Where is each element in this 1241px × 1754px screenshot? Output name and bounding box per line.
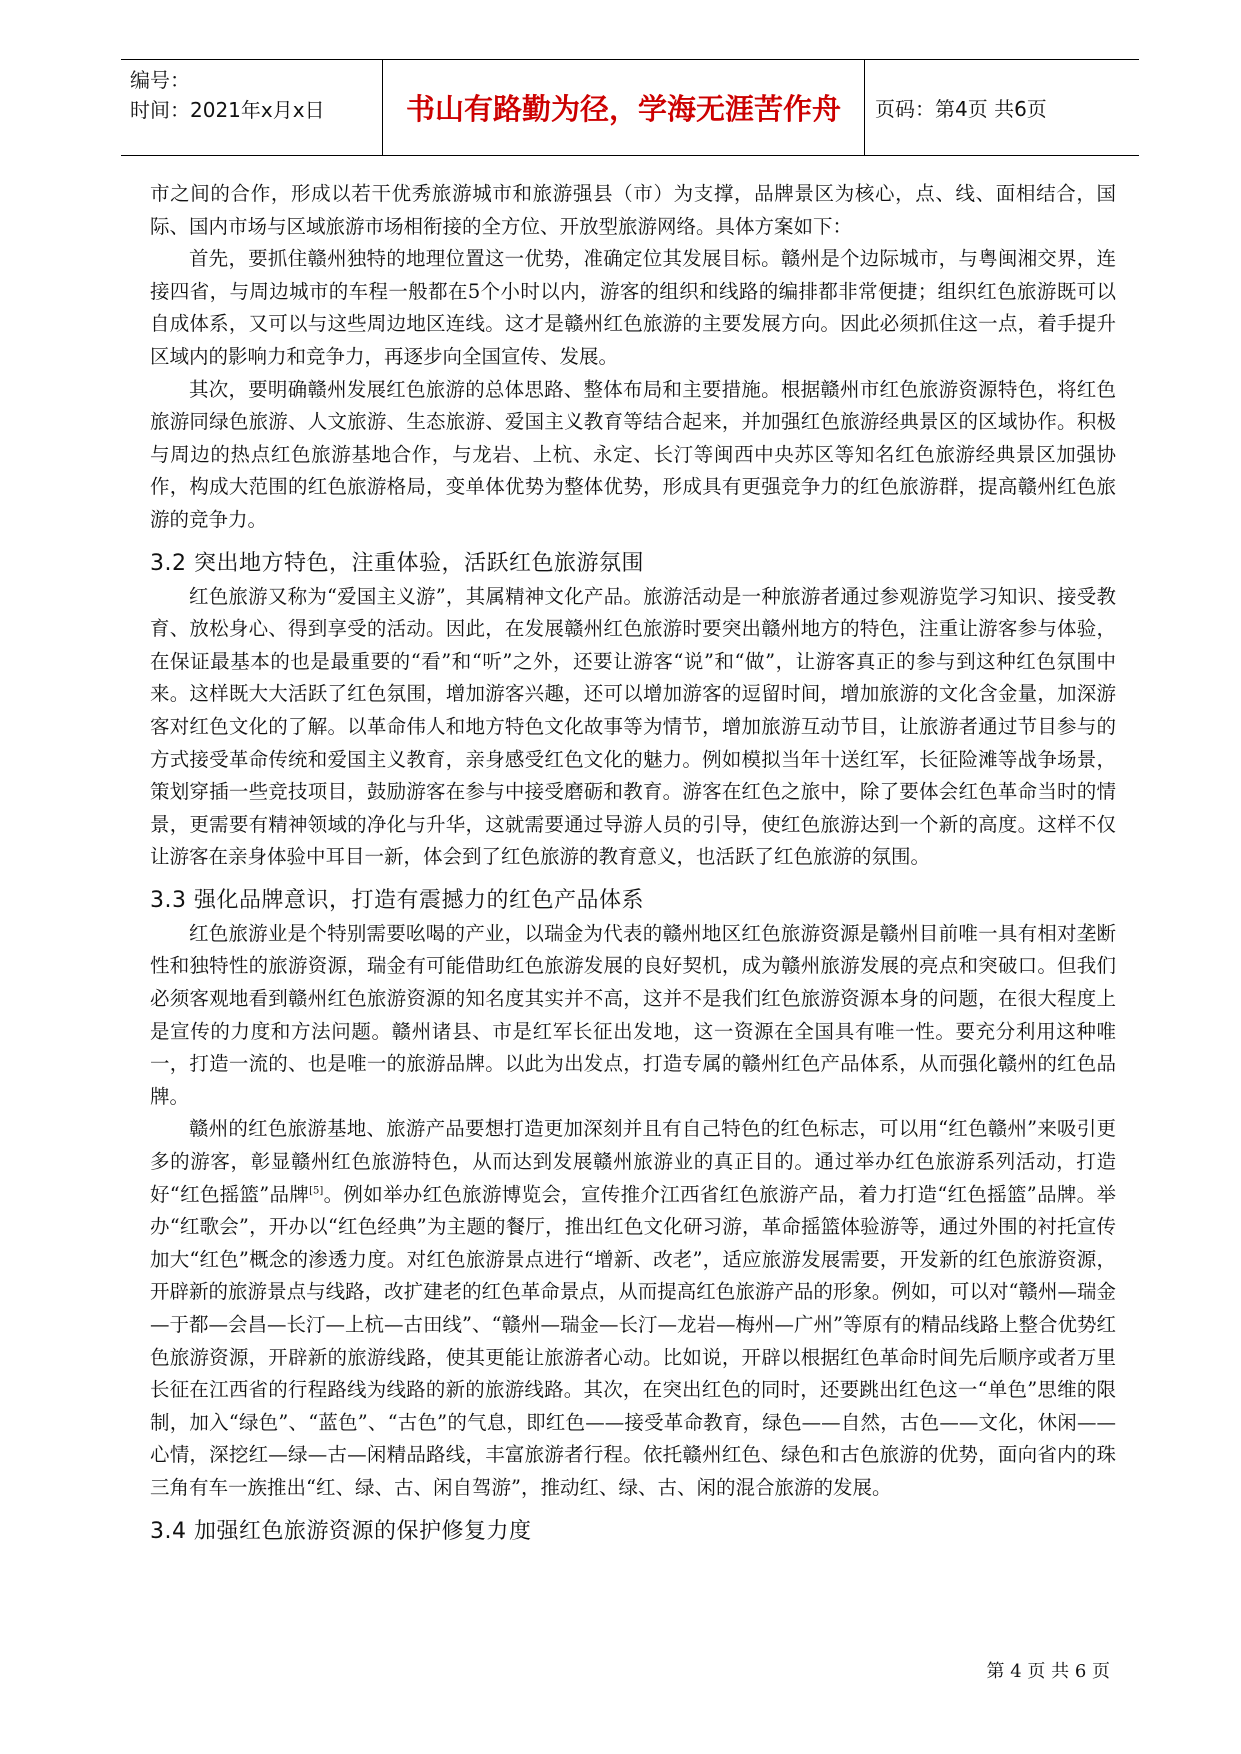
body-paragraph: 其次，要明确赣州发展红色旅游的总体思路、整体布局和主要措施。根据赣州市红色旅游资源特色，将红色旅游同绿色旅游、人文旅游、生态旅游、爱国主义教育等结合起来，并加强红色旅游经典景区的区域协作。积极与周边的热点红色旅游基地合作，与龙岩、上杭、永定、长汀等闽西中央苏区等知名红色旅游经典景区加强协作，构成大范围的红色旅游格局，变单体优势为整体优势，形成具有更强竞争力的红色旅游群，提高赣州红色旅游的竞争力。 (150, 377, 1116, 531)
paragraph-text: 赣州的红色旅游基地、旅游产品要想打造更加深刻并且有自己特色的红色标志，可以用“红色赣州”来吸引更多的游客，彰显赣州红色旅游特色，从而达到发展赣州旅游业的真正目的。通过举办红色旅游系列活动，打造好“红色摇篮”品牌 (150, 1117, 1116, 1206)
header-page-label: 页码：第4页 共6页 (875, 97, 1047, 121)
body-paragraph: 首先，要抓住赣州独特的地理位置这一优势，准确定位其发展目标。赣州是个边际城市，与粤闽湘交界，连接四省，与周边城市的车程一般都在5个小时以内，游客的组织和线路的编排都非常便捷；组织红色旅游既可以自成体系，又可以与这些周边地区连线。这才是赣州红色旅游的主要发展方向。因此必须抓住这一点，着手提升区域内的影响力和竞争力，再逐步向全国宣传、发展。 (150, 247, 1116, 368)
header-motto: 书山有路勤为径，学海无涯苦作舟 (383, 60, 865, 155)
citation-reference: [5] (309, 1185, 324, 1197)
section-heading-3-2: 3.2 突出地方特色，注重体验，活跃红色旅游氛围 (150, 550, 644, 576)
page-header (121, 59, 1139, 156)
body-paragraph: 红色旅游又称为“爱国主义游”，其属精神文化产品。旅游活动是一种旅游者通过参观游览学习知识、接受教育、放松身心、得到享受的活动。因此，在发展赣州红色旅游时要突出赣州地方的特色，注重让游客参与体验，在保证最基本的也是最重要的“看”和“听”之外，还要让游客“说”和“做”，让游客真正的参与到这种红色氛围中来。这样既大大活跃了红色氛围，增加游客兴趣，还可以增加游客的逗留时间，增加旅游的文化含金量，加深游客对红色文化的了解。以革命伟人和地方特色文化故事等为情节，增加旅游互动节目，让旅游者通过节目参与的方式接受革命传统和爱国主义教育，亲身感受红色文化的魅力。例如模拟当年十送红军，长征险滩等战争场景，策划穿插一些竞技项目，鼓励游客在参与中接受磨砺和教育。游客在红色之旅中，除了要体会红色革命当时的情景，更需要有精神领域的净化与升华，这就需要通过导游人员的引导，使红色旅游达到一个新的高度。这样不仅让游客在亲身体验中耳目一新，体会到了红色旅游的教育意义，也活跃了红色旅游的氛围。 (150, 584, 1116, 869)
body-paragraph: 红色旅游业是个特别需要吆喝的产业，以瑞金为代表的赣州地区红色旅游资源是赣州目前唯一具有相对垄断性和独特性的旅游资源，瑞金有可能借助红色旅游发展的良好契机，成为赣州旅游发展的亮点和突破口。但我们必须客观地看到赣州红色旅游资源的知名度其实并不高，这并不是我们红色旅游资源本身的问题，在很大程度上是宣传的力度和方法问题。赣州诸县、市是红军长征出发地，这一资源在全国具有唯一性。要充分利用这种唯一，打造一流的、也是唯一的旅游品牌。以此为出发点，打造专属的赣州红色产品体系，从而强化赣州的红色品牌。 (150, 921, 1116, 1108)
header-info-cell (121, 60, 383, 155)
body-paragraph: 市之间的合作，形成以若干优秀旅游城市和旅游强县（市）为支撑，品牌景区为核心，点、线、面相结合，国际、国内市场与区域旅游市场相衔接的全方位、开放型旅游网络。具体方案如下： (150, 182, 1116, 238)
page-footer: 第 4 页 共 6 页 (986, 1661, 1110, 1682)
document-number-label: 编号： (130, 68, 190, 92)
paragraph-text: 。例如举办红色旅游博览会，宣传推介江西省红色旅游产品，着力打造“红色摇篮”品牌。举办“红歌会”，开办以“红色经典”为主题的餐厅，推出红色文化研习游，革命摇篮体验游等，通过外围的衬托宣传加大“红色”概念的渗透力度。对红色旅游景点进行“增新、改老”，适应旅游发展需要，开发新的红色旅游资源，开辟新的旅游景点与线路，改扩建老的红色革命景点，从而提高红色旅游产品的形象。例如，可以对“赣州—瑞金—于都—会昌—长汀—上杭—古田线”、“赣州—瑞金—长汀—龙岩—梅州—广州”等原有的精品线路上整合优势红色旅游资源，开辟新的旅游线路，使其更能让旅游者心动。比如说，开辟以根据红色革命时间先后顺序或者万里长征在江西省的行程路线为线路的新的旅游线路。其次，在突出红色的同时，还要跳出红色这一“单色”思维的限制，加入“绿色”、“蓝色”、“古色”的气息，即红色——接受革命教育，绿色——自然，古色——文化，休闲——心情，深挖红—绿—古—闲精品路线，丰富旅游者行程。依托赣州红色、绿色和古色旅游的优势，面向省内的珠三角有车一族推出“红、绿、古、闲自驾游”，推动红、绿、古、闲的混合旅游的发展。 (150, 1182, 1116, 1499)
document-time-label: 时间：2021年x月x日 (130, 98, 325, 122)
section-heading-3-4: 3.4 加强红色旅游资源的保护修复力度 (150, 1518, 532, 1544)
document-body (150, 178, 1116, 1549)
body-paragraph (150, 1113, 1116, 1504)
section-heading-3-3: 3.3 强化品牌意识，打造有震撼力的红色产品体系 (150, 887, 644, 913)
